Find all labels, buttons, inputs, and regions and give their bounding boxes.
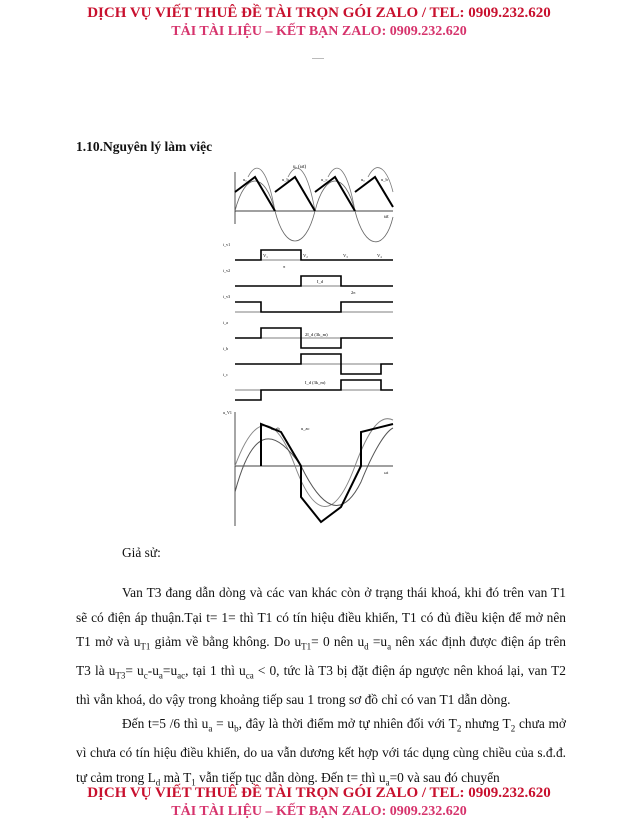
valve-label-1: V₁ bbox=[263, 253, 268, 258]
valve-label-2: V₂ bbox=[303, 253, 308, 258]
waveform-diagram bbox=[221, 162, 397, 526]
valve-label-3: V₃ bbox=[343, 253, 348, 258]
paragraph-2: Đến t=5 /6 thì $u_a = u_b$, đây là thời điểm mở tự nhiên đối với $T_2$ nhưng $T_2$ chưa mở vì chưa có tín hiệu điều khiển, do ua vẫn dương kết hợp với tác dụng cùng chiều của s.đ.đ. tự cảm trong $L_d$ mà $T_1$ vẫn tiếp tục dẫn dòng. Đến t= thì $u_a=0$ và sau đó chuyển bbox=[76, 716, 566, 788]
page-divider bbox=[312, 58, 324, 59]
footer-banner bbox=[0, 784, 638, 821]
phase-label-2: u_b bbox=[282, 177, 289, 182]
phase-label-1: uₐ bbox=[243, 177, 247, 182]
row-label-4: i_a bbox=[223, 320, 228, 325]
waveform-figure bbox=[221, 162, 397, 531]
banner-line-1: DỊCH VỤ VIẾT THUÊ ĐỀ TÀI TRỌN GÓI ZALO / TEL: 0909.232.620 bbox=[87, 5, 551, 21]
annotation-id: I_d bbox=[317, 279, 323, 284]
annotation-2id: 2I_d (3k_m) bbox=[305, 332, 328, 337]
bottom-label-2: u_ac bbox=[301, 426, 310, 431]
paragraph-1: Van T3 đang dẫn dòng và các van khác còn ở trạng thái khoá, khi đó trên van T1 sẽ có điện áp thuận.Tại t= 1= thì T1 có tín hiệu điều khiển, T1 có đủ điều kiện để mở nên T1 mở và $u_{T1}$ giảm về bằng không. Do $u_{T1}= 0$ nên $u_d =u_a$ nên xác định được điện áp trên T3 là $u_{T3}= u_c-u_a=u_{ac}$, tại 1 thì $u_{ca} < 0$, tức là T3 bị đặt điện áp ngược nên khoá lại, van T2 thì vẫn khoá, do vậy trong khoảng tiếp sau 1 trong sơ đồ chỉ có van T1 dẫn dòng. bbox=[76, 585, 566, 708]
row-label-3: i_v3 bbox=[223, 294, 231, 299]
row-label-1: i_v1 bbox=[223, 242, 231, 247]
banner-line-2: TẢI TÀI LIỆU – KẾT BẠN ZALO: 0909.232.620 bbox=[171, 24, 467, 39]
pi-label: π bbox=[283, 264, 286, 269]
row-label-2: i_v2 bbox=[223, 268, 231, 273]
footer-line-2: TẢI TÀI LIỆU – KẾT BẠN ZALO: 0909.232.620 bbox=[171, 804, 467, 819]
phase-label-4: uₐ bbox=[361, 177, 365, 182]
phase-label-3: u_c bbox=[321, 177, 328, 182]
row-label-5: i_b bbox=[223, 346, 229, 351]
annotation-id-2: I_d (3k_m) bbox=[305, 380, 326, 385]
two-pi-label: 2π bbox=[351, 290, 356, 295]
bottom-label-1: u_ab bbox=[271, 426, 280, 431]
header-banner bbox=[0, 4, 638, 41]
row-label-7: u_V1 bbox=[223, 410, 232, 415]
axis-label-1: ωt bbox=[384, 215, 389, 220]
section-title: 1.10.Nguyên lý làm việc bbox=[76, 139, 213, 154]
phase-label-5: u_b bbox=[381, 177, 388, 182]
footer-line-1: DỊCH VỤ VIẾT THUÊ ĐỀ TÀI TRỌN GÓI ZALO / TEL: 0909.232.620 bbox=[87, 785, 551, 801]
valve-label-4: V₄ bbox=[377, 253, 382, 258]
paragraph-assume: Giả sử: bbox=[122, 545, 161, 560]
top-label: uₐ (ωt) bbox=[293, 165, 307, 170]
axis-label-2: ωt bbox=[384, 470, 389, 475]
row-label-6: i_c bbox=[223, 372, 228, 377]
